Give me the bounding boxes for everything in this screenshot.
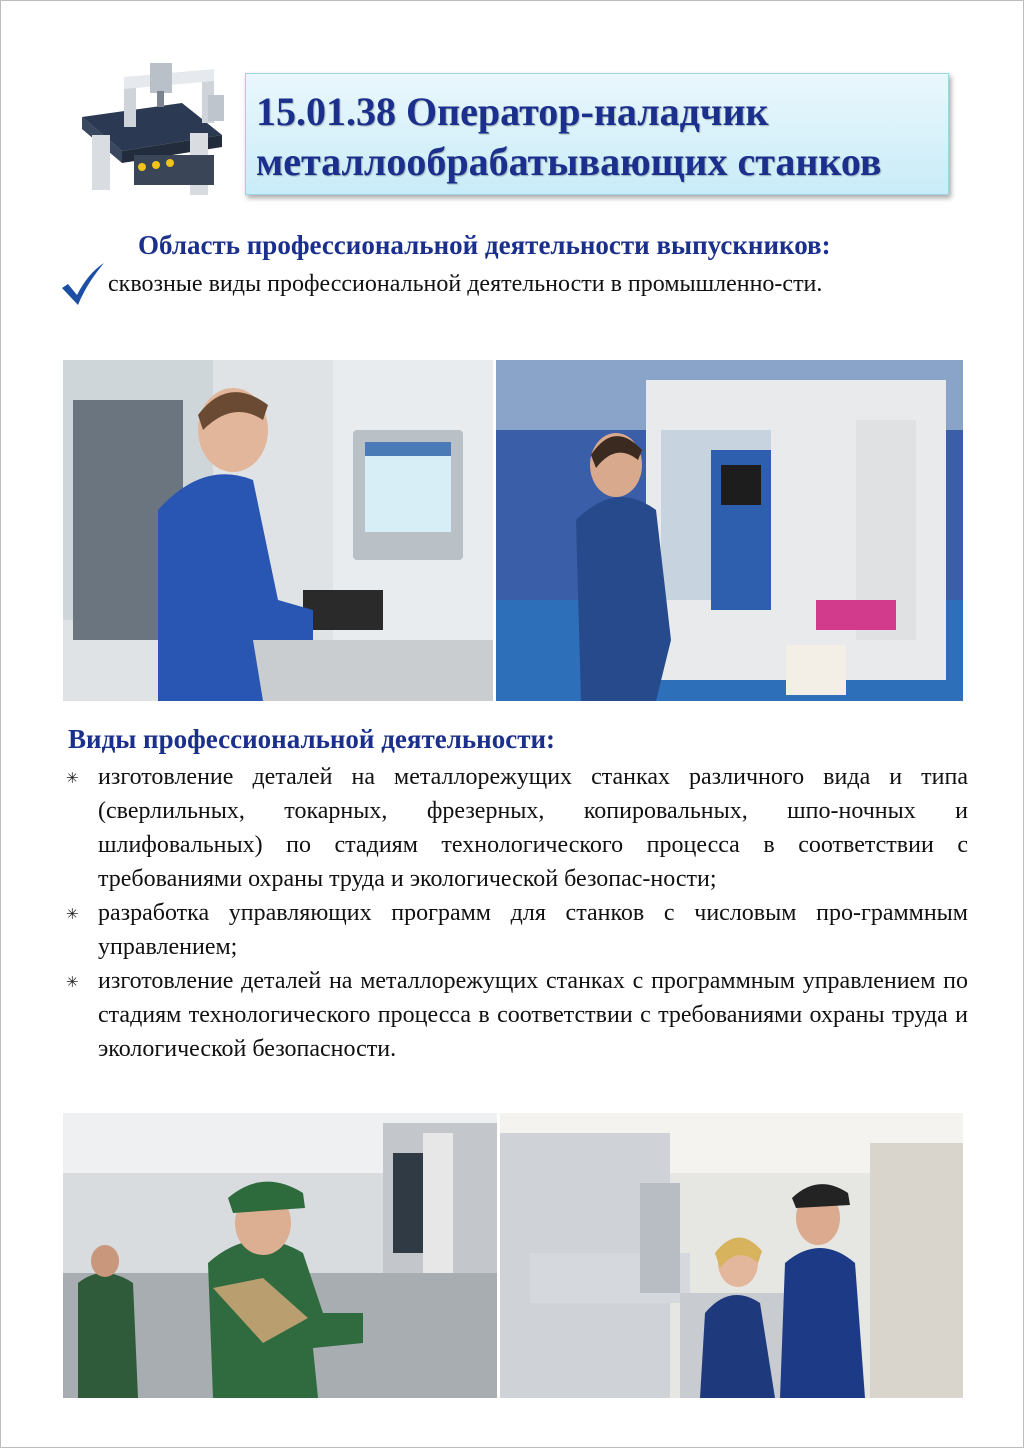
list-item-text: изготовление деталей на металлорежущих станках с программным управлением по стадиям технологического процесса в соответствии с требованиями охраны труда и экологической безопасности. [98,968,968,1062]
area-heading: Область профессиональной деятельности выпускников: [138,230,831,260]
photo-students-cnc [63,1113,497,1398]
photo-operator-lathe [496,360,963,701]
area-text: сквозные виды профессиональной деятельности в промышленно-сти. [108,271,823,297]
kinds-heading: Виды профессиональной деятельности: [68,724,556,754]
kinds-list [60,760,968,1066]
list-item-text: разработка управляющих программ для станков с числовым про-граммным управлением; [98,900,968,960]
photo-instructor-student [500,1113,963,1398]
checkmark-icon [60,262,106,306]
page-subtitle: металлообрабатывающих станков [256,139,882,184]
page-title: 15.01.38 Оператор-наладчик [256,89,769,134]
photo-operator-console [63,360,493,701]
list-item-text: изготовление деталей на металлорежущих станках различного вида и типа (сверлильных, токарных, фрезерных, копировальных, шпо-ночных и шлифовальных) по стадиям технологического процесса в соответствии с требованиями охраны труда и экологической безопас-ности; [98,764,968,892]
cnc-machine-image [72,55,240,205]
list-item [60,896,968,964]
list-item [60,964,968,1066]
bullet-icon: ✳ [66,771,79,787]
title-box [245,73,949,195]
bullet-icon: ✳ [66,975,79,991]
list-item [60,760,968,896]
bullet-icon: ✳ [66,907,79,923]
